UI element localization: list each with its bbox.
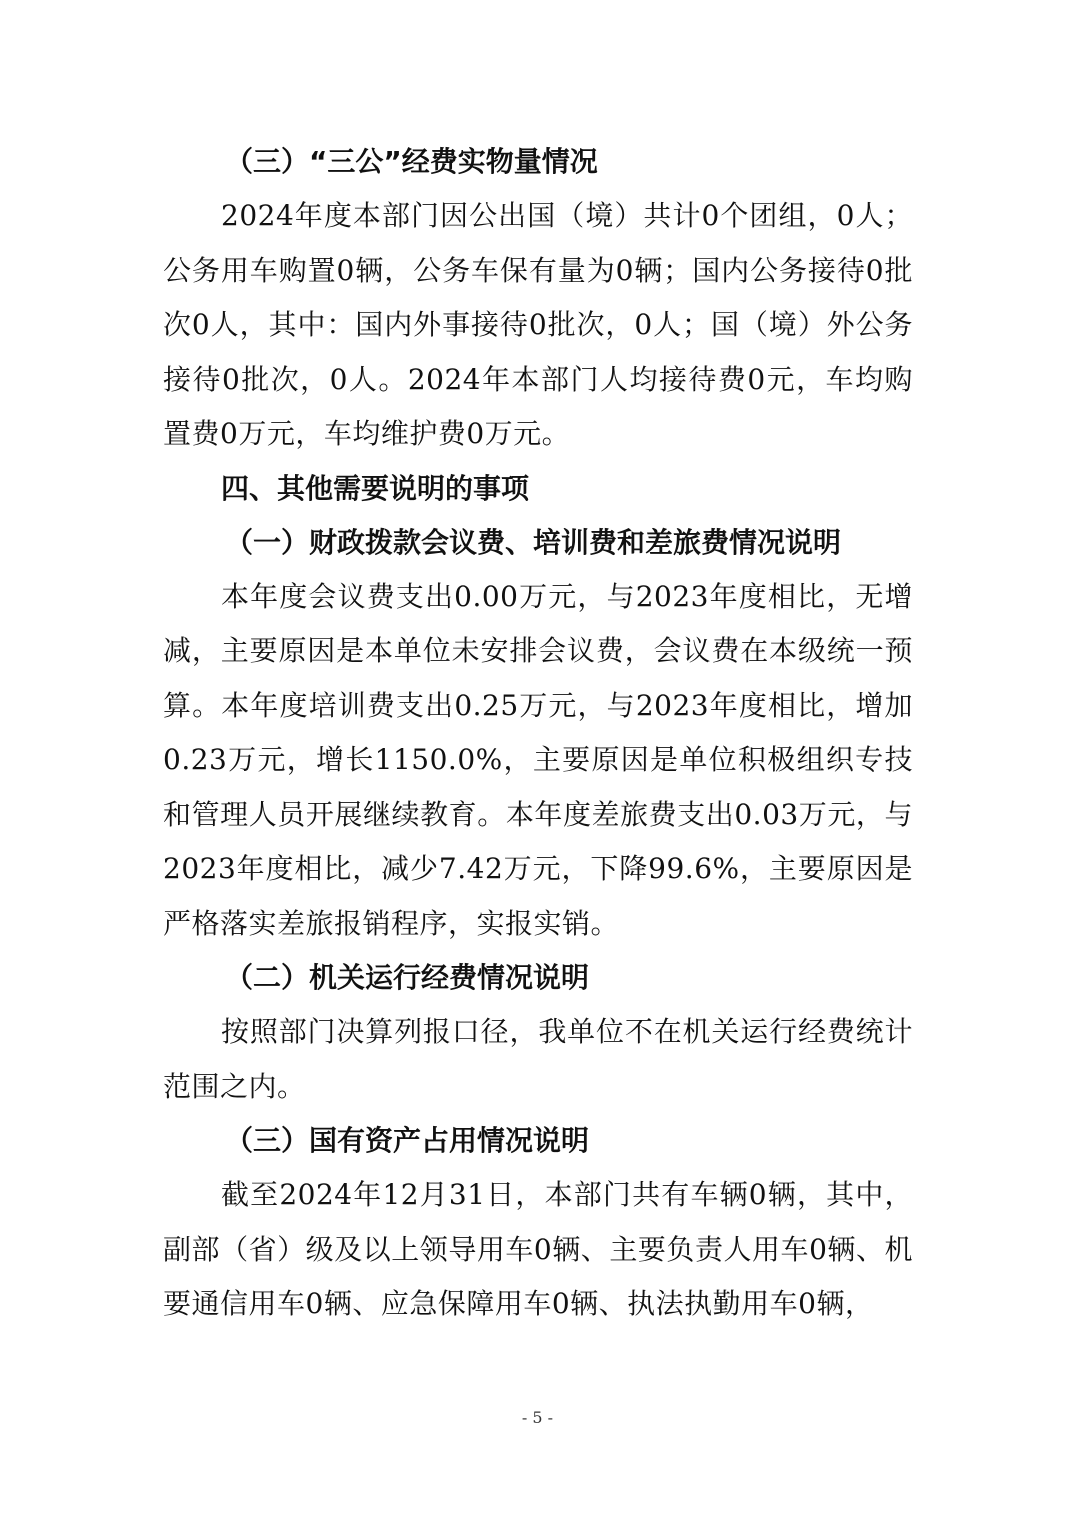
subsection-heading-state-assets: （三）国有资产占用情况说明 xyxy=(225,1124,590,1157)
document-body xyxy=(163,135,913,1332)
subsection-paragraph-operating-expenses: 按照部门决算列报口径，我单位不在机关运行经费统计范围之内。 xyxy=(163,1015,913,1103)
subsection-heading-meeting-training-travel: （一）财政拨款会议费、培训费和差旅费情况说明 xyxy=(225,525,842,559)
section-paragraph-three-public-expenses: 2024年度本部门因公出国（境）共计0个团组，0人；公务用车购置0辆，公务车保有量为0辆；国内公务接待0批次0人，其中：国内外事接待0批次，0人；国（境）外公务接待0批次，0人。2024年本部门人均接待费0元，车均购置费0万元，车均维护费0万元。 xyxy=(163,199,913,450)
part-heading-other-matters: 四、其他需要说明的事项 xyxy=(221,471,530,505)
subsection-paragraph-meeting-training-travel: 本年度会议费支出0.00万元，与2023年度相比，无增减，主要原因是本单位未安排会议费，会议费在本级统一预算。本年度培训费支出0.25万元，与2023年度相比，增加0.23万元，增长1150.0%，主要原因是单位积极组织专技和管理人员开展继续教育。本年度差旅费支出0.03万元，与2023年度相比，减少7.42万元，下降99.6%，主要原因是严格落实差旅报销程序，实报实销。 xyxy=(163,579,913,940)
subsection-heading-operating-expenses: （二）机关运行经费情况说明 xyxy=(225,961,590,994)
page-number: - 5 - xyxy=(521,1408,554,1427)
subsection-paragraph-state-assets: 截至2024年12月31日，本部门共有车辆0辆，其中，副部（省）级及以上领导用车0辆、主要负责人用车0辆、机要通信用车0辆、应急保障用车0辆、执法执勤用车0辆， xyxy=(163,1178,913,1320)
section-heading-three-public-expenses: （三）“三公”经费实物量情况 xyxy=(225,145,598,178)
